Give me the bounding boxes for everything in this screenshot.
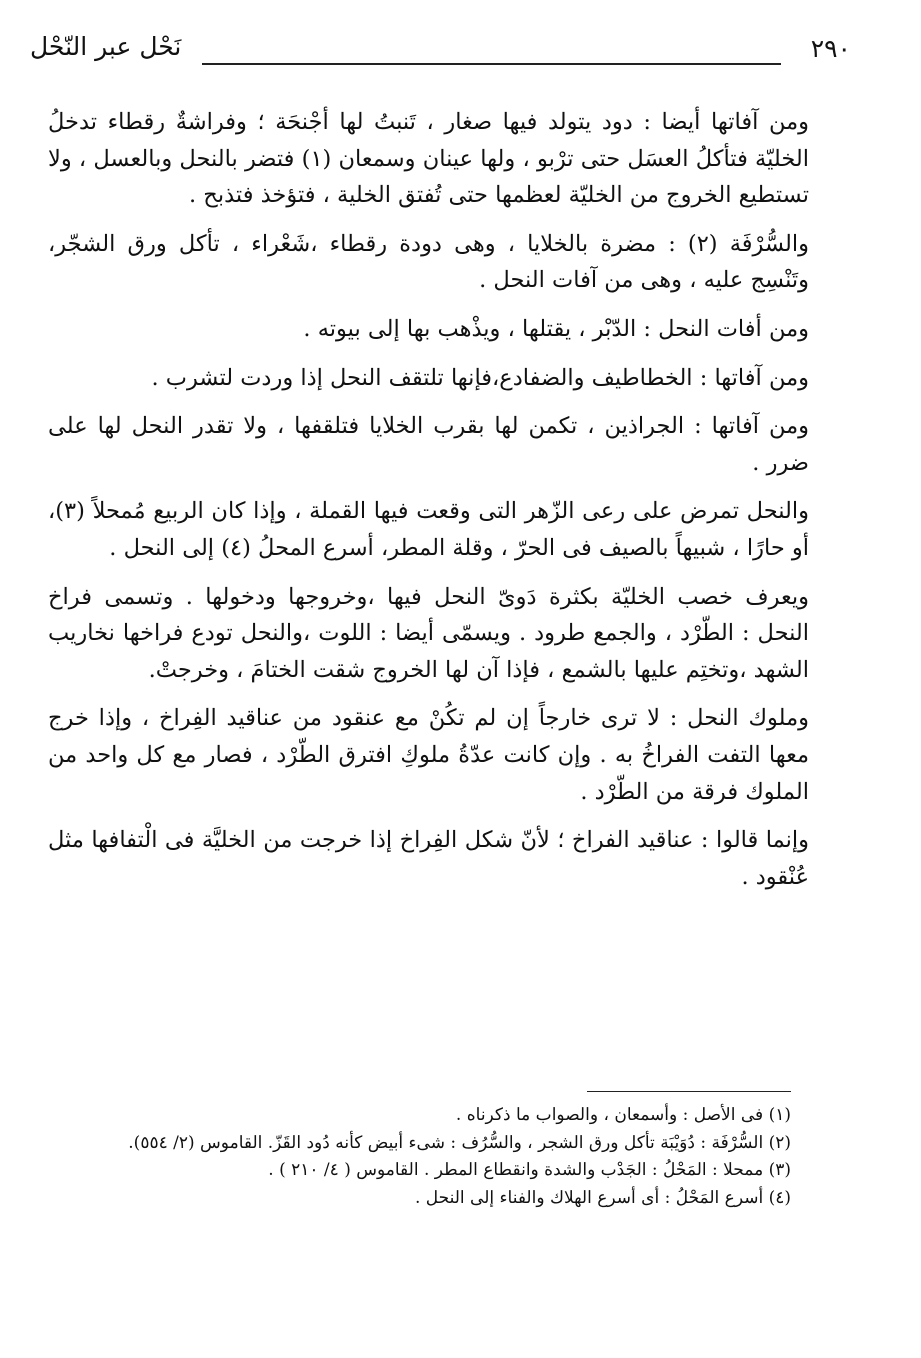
paragraph: وملوك النحل : لا ترى خارجاً إن لم تكُنْ مع عنقود من عناقيد الفِراخ ، وإذا خرج معها التفت الفراخُ به . وإن كانت عدّةُ ملوكِ افترق الطّرْد ، فصار مع كل واحد من الملوك فرقة من الطّرْد . — [48, 705, 809, 805]
paragraph: ومن آفاتها أيضا : دود يتولد فيها صغار ، تَنبتُ لها أجْنحَة ؛ وفراشةٌ رقطاء تدخلُ الخليّة فتأكلُ العسَل حتى ترْبو ، ولها عينان وسمعان (١) فتضر بالنحل وبالعسل ، ولا تستطيع الخروج من الخليّة لعظمها حتى تُفتق الخلية ، فتؤخذ فتذبح . — [48, 109, 809, 209]
paragraph: ويعرف خصب الخليّة بكثرة دَوىّ النحل فيها ،وخروجها ودخولها . وتسمى فراخ النحل : الطّرْد ، والجمع طرود . ويسمّى أيضا : اللوت ،والنحل تودع فراخها نخاريب الشهد ،وتختِم عليها بالشمع ، فإذا آن لها الخروج شقت الختامَ ، وخرجتْ. — [48, 583, 809, 683]
paragraph: ومن أفات النحل : الدّبْر ، يقتلها ، ويذْهب بها إلى بيوته . — [303, 315, 809, 342]
page-header — [30, 30, 851, 76]
footnote: (٢) السُّرْفَة : دُوَيْبَة تأكل ورق الشجر ، والسُّرُف : شىء أبيض كأنه دُود القَزّ. القاموس (٢/ ٥٥٤). — [128, 1132, 791, 1153]
footnotes — [28, 1102, 791, 1212]
page-number: ٢٩٠ — [810, 34, 851, 63]
running-title: نَحْل عبر النّحْل — [30, 32, 182, 61]
paragraph: وإنما قالوا : عناقيد الفراخ ؛ لأنّ شكل الفِراخ إذا خرجت من الخليَّة فى الْتفافها مثل عُنْقود . — [48, 827, 809, 890]
footnote: (١) فى الأصل : وأسمعان ، والصواب ما ذكرناه . — [455, 1105, 791, 1125]
paragraph: ومن آفاتها : الخطاطيف والضفادع،فإنها تلتقف النحل إذا وردت لتشرب . — [151, 364, 809, 391]
paragraph: ومن آفاتها : الجراذين ، تكمن لها بقرب الخلايا فتلقفها ، ولا تقدر النحل لها على ضرر . — [48, 413, 809, 476]
footnote: (٤) أسرع المَحْلُ : أى أسرع الهلاك والفناء إلى النحل . — [414, 1187, 791, 1208]
paragraph: والسُّرْفَة (٢) : مضرة بالخلايا ، وهى دودة رقطاء ،شَعْراء ، تأكل ورق الشجّر، وتَنْسِج عليه ، وهى من آفات النحل . — [48, 230, 809, 294]
main-text — [48, 104, 809, 907]
paragraph: والنحل تمرض على رعى الزّهر التى وقعت فيها القملة ، وإذا كان الربيع مُمحلاً (٣)، أو حارًا ، شبيهاً بالصيف فى الحرّ ، وقلة المطر، أسرع المحلُ (٤) إلى النحل . — [48, 498, 809, 561]
header-rule — [202, 63, 781, 65]
footnote-separator — [587, 1091, 791, 1092]
footnote: (٣) ممحلا : المَحْلُ : الجَدْب والشدة وانقطاع المطر . القاموس ( ٤/ ٢١٠ ) . — [268, 1160, 791, 1180]
